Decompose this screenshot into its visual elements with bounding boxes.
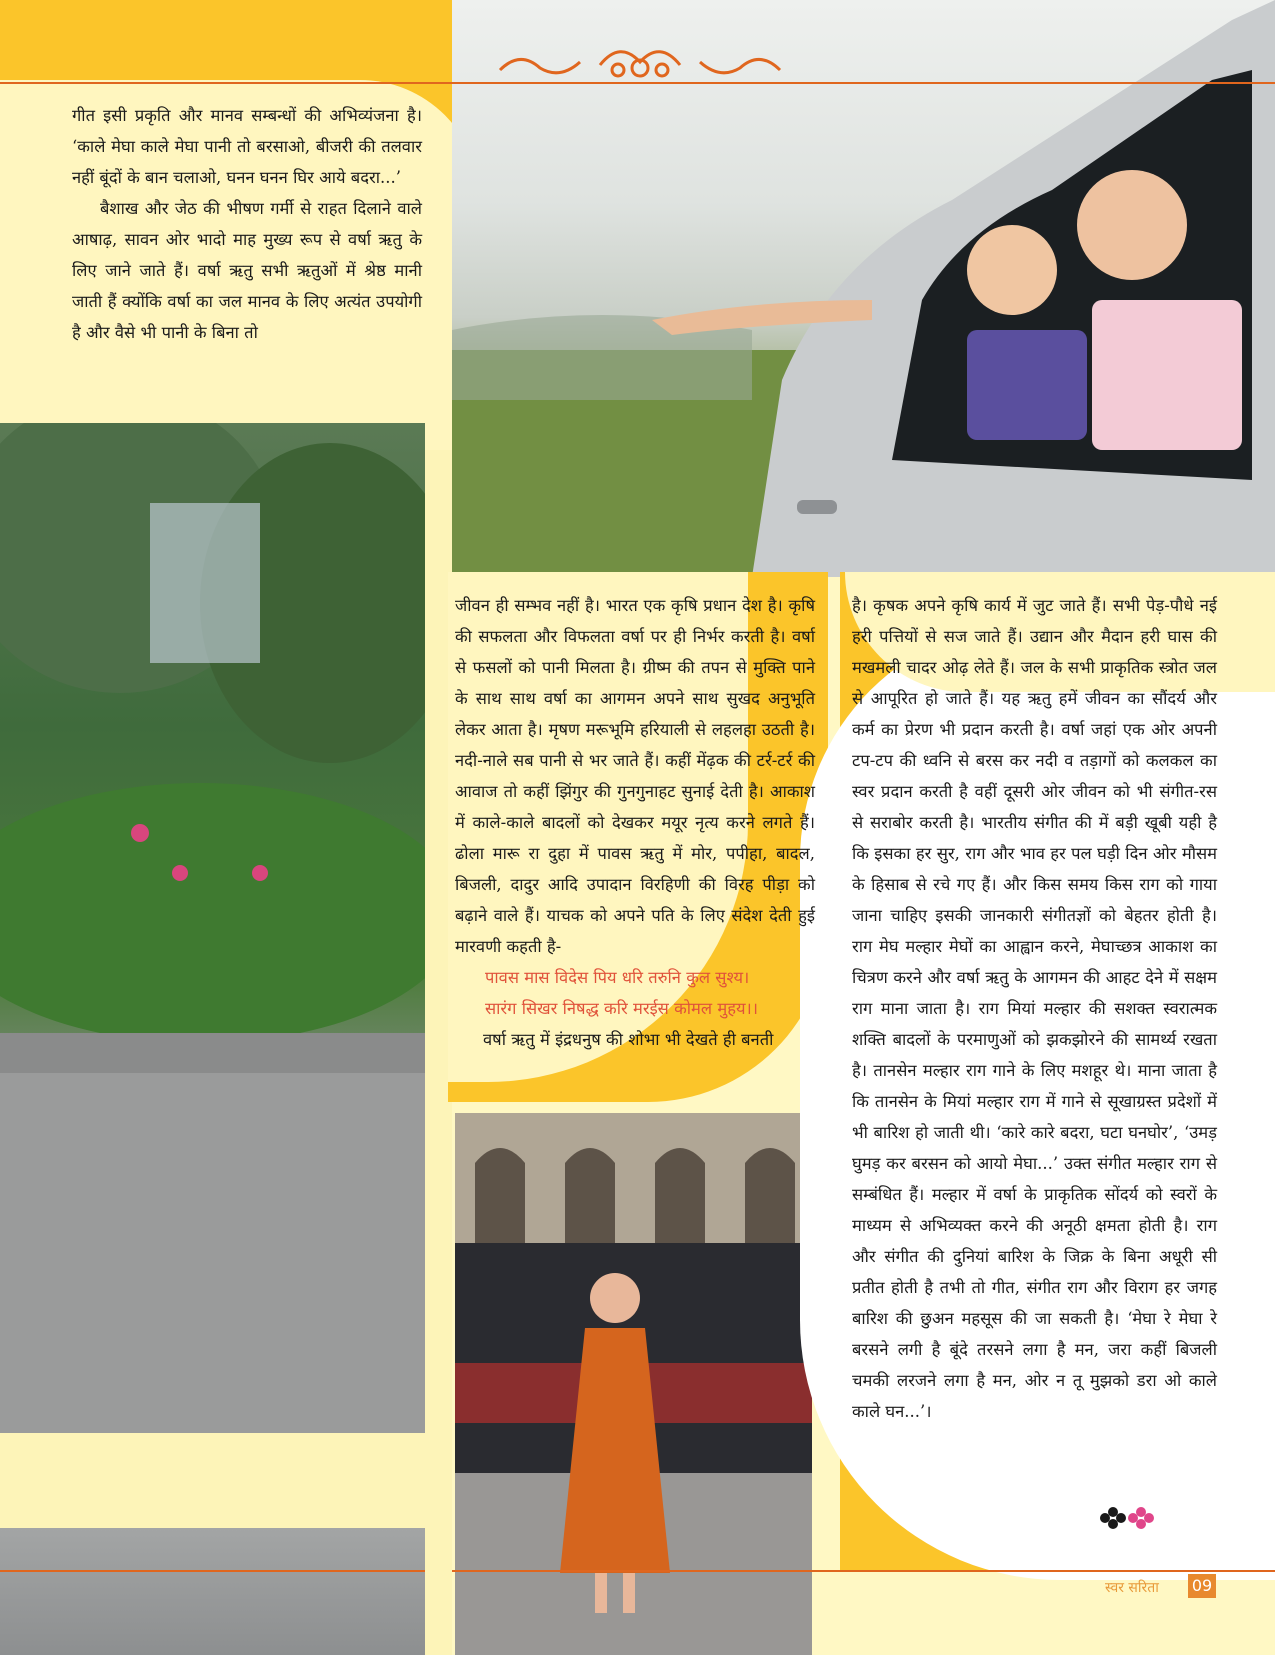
right-paragraph: है। कृषक अपने कृषि कार्य में जुट जाते हैं। सभी पेड़-पौधे नई हरी पत्तियों से सज जाते हैं। उद्यान और मैदान हरी घास की मखमली चादर ओढ़ लेते हैं। जल के सभी प्राकृतिक स्त्रोत जल से आपूरित हो जाते हैं। यह ऋतु हमें जीवन का सौंदर्य और कर्म का प्रेरण भी प्रदान करती है। वर्षा जहां एक ओर अपनी टप-टप की ध्वनि से बरस कर नदी व तड़ागों को कलकल का स्वर प्रदान करती है वहीं दूसरी ओर जीवन को भी संगीत-रस से सराबोर करती है। भारतीय संगीत की में बड़ी खूबी यही है कि इसका हर सुर, राग और भाव हर पल घड़ी दिन ओर मौसम के हिसाब से रचे गए हैं। और किस समय किस राग को गाया जाना चाहिए इसकी जानकारी संगीतज्ञों को बेहतर होती है। राग मेघ मल्हार मेघों का आह्वान करने, मेघाच्छत्र आकाश का चित्रण करने और वर्षा ऋतु के आगमन की आहट देने में सक्षम राग माना जाता है। राग मियां मल्हार की सशक्त स्वरात्मक शक्ति बादलों के परमाणुओं को झकझोरने की सामर्थ्य रखता है। तानसेन मल्हार राग गाने के लिए मशहूर थे। माना जाता है कि तानसेन के मियां मल्हार राग में गाने से सूखाग्रस्त प्रदेशों में भी बारिश हो जाती थी। ‘कारे कारे बदरा, घटा घनघोर’, ‘उमड़ घुमड़ कर बरसन को आयो मेघा...’ उक्त संगीत मल्हार राग से सम्बंधित हैं। मल्हार में वर्षा के प्राकृतिक सोंदर्य को स्वरों के माध्यम से अभिव्यक्त करने की अनूठी क्षमता होती है। राग और संगीत की दुनियां बारिश के जिक्र के बिना अधूरी सी प्रतीत होती है तभी तो गीत, संगीत राग और विराग हर जगह बारिश की छुअन महसूस की जा सकती है। ‘मेघा रे मेघा रे बरसने लगी है बूंदे तरसने लगा है मन, जरा कहीं बिजली चमकी लरजने लगा है मन, ओर न तू मुझको डरा ओ काले काले घन...’। xyxy=(852,596,1217,1421)
photo-rain-street xyxy=(0,423,425,1433)
middle-paragraph: जीवन ही सम्भव नहीं है। भारत एक कृषि प्रधान देश है। कृषि की सफलता और विफलता वर्षा पर ही निर्भर करती है। वर्षा से फसलों को पानी मिलता है। ग्रीष्म की तपन से मुक्ति पाने के साथ साथ वर्षा का आगमन अपने साथ सुखद अनुभूति लेकर आता है। मृषण मरूभूमि हरियाली से लहलहा उठती है। नदी-नाले सब पानी से भर जाते हैं। कहीं मेंढ़क की टर्र-टर्र की आवाज तो कहीं झिंगुर की गुनगुनाहट सुनाई देती है। आकाश में काले-काले बादलों को देखकर मयूर नृत्य करने लगते हैं। ढोला मारू रा दुहा में पावस ऋतु में मोर, पपीहा, बादल, बिजली, दादुर आदि उपादान विरहिणी की विरह पीड़ा को बढ़ाने वाले हैं। याचक को अपने पति के लिए संदेश देती हुई मारवणी कहती है- xyxy=(455,596,815,956)
page-number: 09 xyxy=(1188,1574,1216,1598)
article-column-middle xyxy=(455,590,815,1055)
flower-icon xyxy=(1095,1504,1155,1538)
photo-children-car-rain xyxy=(452,0,1275,577)
rain-street-illustration xyxy=(0,423,425,1433)
magazine-name: स्वर सरिता xyxy=(1105,1580,1159,1596)
left-paragraph-2: बैशाख और जेठ की भीषण गर्मी से राहत दिलाने वाले आषाढ़, सावन ओर भादो माह मुख्य रूप से वर्षा ऋतु के लिए जाने जाते हैं। वर्षा ऋतु सभी ऋतुओं में श्रेष्ठ मानी जाती हैं क्योंकि वर्षा का जल मानव के लिए अत्यंत उपयोगी है और वैसे भी पानी के बिना तो xyxy=(72,199,422,342)
poem-line-2: सारंग सिखर निषद्ध करि मरईस कोमल मुहय।। xyxy=(485,999,759,1018)
children-car-illustration xyxy=(452,0,1275,577)
article-column-left xyxy=(72,100,422,348)
woman-in-rain-illustration xyxy=(455,1113,812,1655)
bottom-rule-left xyxy=(0,1570,425,1572)
article-column-right xyxy=(852,590,1217,1427)
photo-woman-in-rain xyxy=(455,1113,812,1655)
middle-closing-line: वर्षा ऋतु में इंद्रधनुष की शोभा भी देखते ही बनती xyxy=(483,1030,774,1049)
bottom-rule xyxy=(452,1570,1275,1572)
poem-line-1: पावस मास विदेस पिय धरि तरुनि कुल सुश्य। xyxy=(485,968,750,987)
floral-ornament-icon xyxy=(490,40,790,85)
photo-rain-street-lower xyxy=(0,1528,425,1655)
left-paragraph-1: गीत इसी प्रकृति और मानव सम्बन्धों की अभिव्यंजना है। ‘काले मेघा काले मेघा पानी तो बरसाओ, बीजरी की तलवार नहीं बूंदों के बान चलाओ, घनन घनन घिर आये बदरा...’ xyxy=(72,106,422,187)
